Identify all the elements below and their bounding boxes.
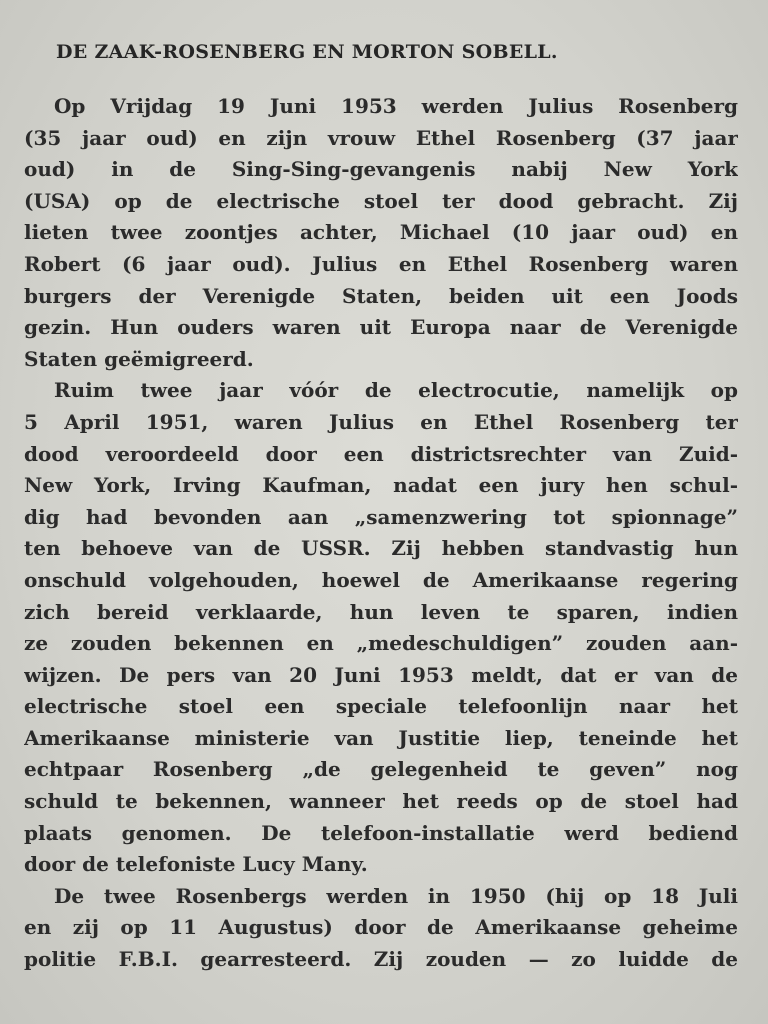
- text-line: (USA) op de electrische stoel ter dood gebracht. Zij: [24, 188, 738, 213]
- text-line: oud) in de Sing-Sing-gevangenis nabij New York: [24, 157, 738, 182]
- text-line: dig had bevonden aan „samenzwering tot spionnage”: [24, 504, 738, 529]
- text-line: wijzen. De pers van 20 Juni 1953 meldt, dat er van de: [24, 662, 738, 687]
- text-line: plaats genomen. De telefoon-installatie werd bediend: [24, 820, 738, 845]
- text-line: dood veroordeeld door een districtsrechter van Zuid-: [24, 441, 738, 466]
- text-line: De twee Rosenbergs werden in 1950 (hij op 18 Juli: [54, 883, 738, 908]
- text-line: ten behoeve van de USSR. Zij hebben standvastig hun: [24, 536, 738, 561]
- text-line: en zij op 11 Augustus) door de Amerikaanse geheime: [24, 915, 738, 940]
- paragraph-3: [24, 881, 738, 976]
- text-line: onschuld volgehouden, hoewel de Amerikaanse regering: [24, 567, 738, 592]
- text-line: electrische stoel een speciale telefoonlijn naar het: [24, 694, 738, 719]
- chapter-title: DE ZAAK-ROSENBERG EN MORTON SOBELL.: [56, 41, 558, 63]
- text-line: gezin. Hun ouders waren uit Europa naar de Verenigde: [24, 315, 738, 340]
- text-line: Op Vrijdag 19 Juni 1953 werden Julius Rosenberg: [54, 94, 738, 118]
- text-line: echtpaar Rosenberg „de gelegenheid te geven” nog: [24, 757, 738, 782]
- text-line: door de telefoniste Lucy Many.: [24, 852, 368, 877]
- text-line: Amerikaanse ministerie van Justitie liep, teneinde het: [24, 725, 738, 750]
- text-line: Staten geëmigreerd.: [24, 346, 254, 371]
- text-line: ze zouden bekennen en „medeschuldigen” zouden aan-: [24, 631, 738, 656]
- text-line: 5 April 1951, waren Julius en Ethel Rosenberg ter: [24, 409, 738, 434]
- text-line: Ruim twee jaar vóór de electrocutie, namelijk op: [54, 378, 738, 403]
- text-line: politie F.B.I. gearresteerd. Zij zouden — zo luidde de: [24, 947, 738, 972]
- text-line: Robert (6 jaar oud). Julius en Ethel Rosenberg waren: [24, 251, 738, 276]
- text-line: (35 jaar oud) en zijn vrouw Ethel Rosenberg (37 jaar: [24, 125, 738, 150]
- text-line: zich bereid verklaarde, hun leven te sparen, indien: [24, 599, 738, 624]
- paragraph-2: [24, 375, 738, 881]
- paragraph-1: [24, 91, 738, 375]
- text-line: schuld te bekennen, wanneer het reeds op de stoel had: [24, 789, 738, 814]
- text-line: New York, Irving Kaufman, nadat een jury hen schul-: [24, 473, 738, 498]
- text-line: burgers der Verenigde Staten, beiden uit een Joods: [24, 283, 738, 308]
- text-line: lieten twee zoontjes achter, Michael (10 jaar oud) en: [24, 220, 738, 245]
